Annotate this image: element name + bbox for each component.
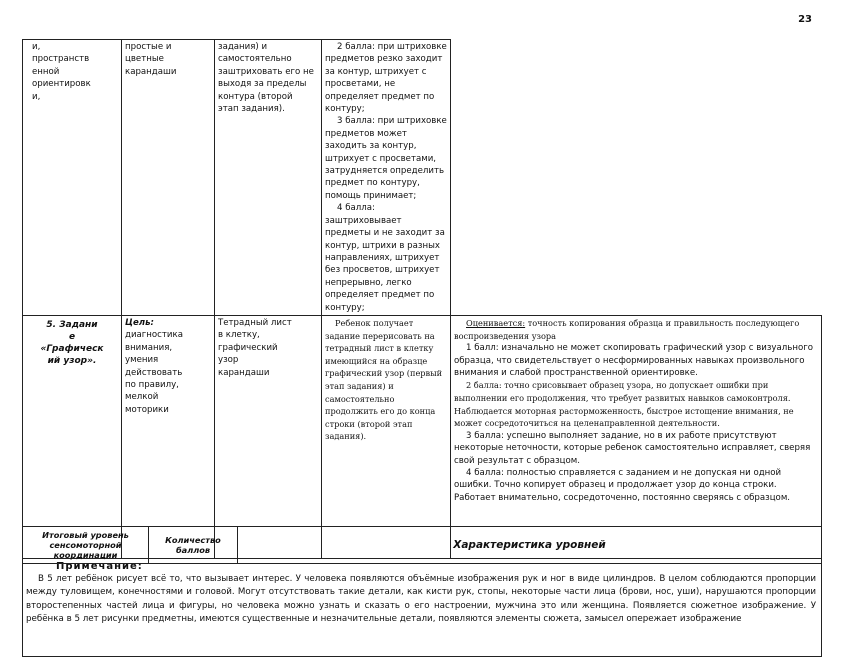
task5-assessment-text: точность копирования образца и правильность последующего воспроизведения узора: [454, 317, 800, 341]
table-row: [23, 558, 822, 656]
task5-goal-label: Цель:: [125, 317, 154, 328]
assessment-table: [22, 39, 822, 657]
task5-assessment: [454, 317, 818, 342]
continued-ability-cell: [23, 40, 122, 316]
task5-score-4: 4 балла: полностью справляется с заданием и не допуская ни одной ошибки. Точно копирует образец и продолжает узор до конца строки. Работает внимательно, сосредоточенно, постоянно сверяясь с образцом.: [454, 467, 791, 503]
task5-materials-text: Тетрадный лист в клетку, графический узор карандаши: [218, 317, 292, 378]
table-row: [23, 527, 822, 564]
levels-header-total: Итоговый уровень сенсомоторной координации: [23, 527, 149, 564]
table-row: [23, 40, 822, 316]
task5-title-cell: [23, 315, 122, 558]
note-cell: [23, 558, 822, 656]
task5-instruction-text: Ребенок получает задание перерисовать на тетрадный лист в клетку имеющийся на образце графический узор (первый этап задания) и самостоятельно продолжить его до конца строки (второй этап задания).: [325, 317, 443, 442]
task5-materials-cell: [215, 315, 322, 558]
task5-score-3: 3 балла: успешно выполняет задание, но в их работе присутствуют некоторые неточности, которые ребенок самостоятельно исправляет, сверяя свой результат с образцом.: [454, 430, 811, 466]
continued-instruction-cell: [215, 40, 322, 316]
continued-ability-text: и, пространств енной ориентировк и,: [32, 42, 91, 102]
page-number: 23: [798, 14, 812, 25]
task5-score-1: 1 балл: изначально не может скопировать графический узор с визуального образца, что свидетельствует о несформированных навыках произвольного внимания и слабой пространственной ориентировке.: [454, 343, 813, 378]
continued-instruction-text: задания) и самостоятельно заштриховать его не выходя за пределы контура (второй этап задания).: [218, 42, 314, 115]
continued-materials-cell: [122, 40, 215, 316]
continued-score-2: 2 балла: при штриховке предметов резко заходит за контур, штрихует с просветами, не определяет предмет по контуру;: [325, 42, 447, 115]
continued-score-3: 3 балла: при штриховке предметов может заходить за контур, штрихует с просветами, затрудняется определить предмет по контуру, помощь принимает;: [325, 116, 447, 201]
table-row: [23, 315, 822, 558]
task5-scores-cell: [451, 315, 822, 558]
task5-goal-cell: [122, 315, 215, 558]
levels-header-points: Количество баллов: [149, 527, 238, 564]
continued-score-4: 4 балла: заштриховывает предметы и не заходит за контур, штрихи в разных направлениях, штрихует без просветов, штрихует непрерывно, легко определяет предмет по контуру;: [325, 203, 445, 313]
levels-table: [22, 526, 822, 564]
continued-materials-text: простые и цветные карандаши: [125, 42, 177, 77]
levels-header-characteristics: Характеристика уровней: [238, 527, 822, 564]
note-text: В 5 лет ребёнок рисует всё то, что вызывает интерес. У человека появляются объёмные изображения рук и ног в виде цилиндров. В целом соблюдаются пропорции между туловищем, конечностями и головой. Могут отсутствовать такие детали, как кисти рук, стопы, некоторые части лица (брови, нос, уши), нарушаются пропорции второстепенных частей лица и фигуры, но человека можно узнать и сказать о его настроении, мужчина это или женщина. Появляется сюжетное изображение. У ребёнка в 5 лет рисунки предметны, имеются существенные и незначительные детали, появляются элементы сюжета, замысел опережает изображение: [26, 573, 816, 625]
note-title: Примечание:: [56, 560, 143, 572]
task5-title: 5. Задани е «Графическ ий узор».: [40, 319, 104, 366]
task5-score-2: 2 балла: точно срисовывает образец узора, но допускает ошибки при выполнении его продолжения, что требует развитых навыков самоконтроля. Наблюдается моторная расторможенность, быстрое истощение внимания, не может сосредоточиться на целенаправленной деятельности.: [454, 380, 794, 429]
task5-instruction-cell: [322, 315, 451, 558]
continued-scores-cell: [322, 40, 451, 316]
task5-assessment-label: Оценивается:: [466, 317, 526, 328]
task5-goal-text: диагностика внимания, умения действовать по правилу, мелкой моторики: [125, 330, 183, 415]
